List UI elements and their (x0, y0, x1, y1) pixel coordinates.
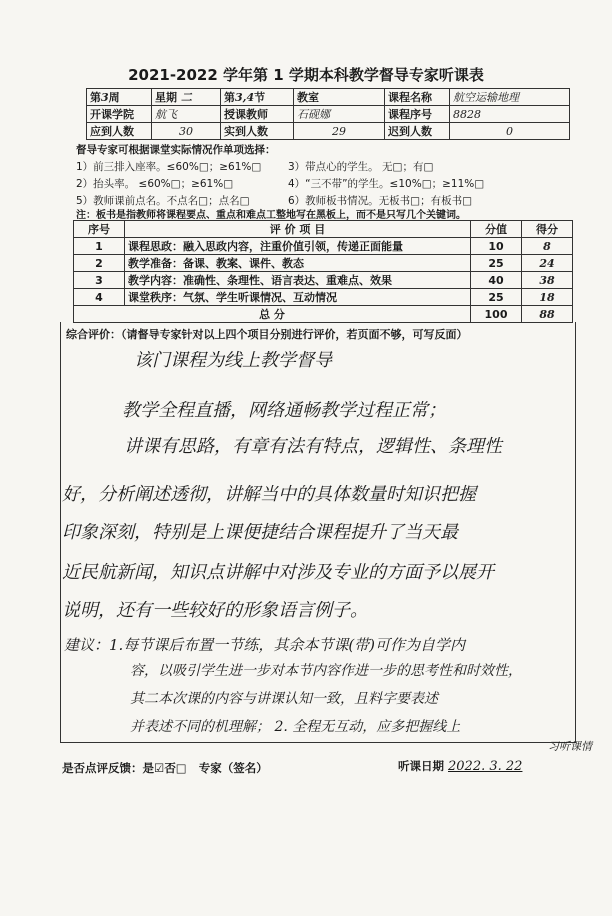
option-roll-call: 5）教师课前点名。不点名□；点名□ (76, 195, 250, 207)
comment-line: 其二本次课的内容与讲课认知一致，且料字要表述 (130, 691, 438, 707)
total-label: 总 分 (74, 306, 471, 323)
table-row (74, 289, 573, 306)
expected-value: 30 (152, 123, 221, 140)
college-value: 航飞 (152, 106, 221, 123)
row-score: 18 (522, 289, 573, 306)
feedback-no-option[interactable]: 否□ (164, 761, 187, 775)
actual-label: 实到人数 (221, 123, 294, 140)
feedback-yes-checkbox[interactable]: ☑ (154, 761, 165, 775)
row-max: 25 (471, 255, 522, 272)
row-max: 25 (471, 289, 522, 306)
period-cell: 第3,4节 (221, 89, 294, 106)
evaluation-table (73, 220, 573, 323)
option-front-rows: 1）前三排入座率。≤60%□；≥61%□ (76, 161, 262, 173)
comment-line: 教学全程直播，网络通畅教学过程正常； (122, 400, 446, 421)
course-no-label: 课程序号 (385, 106, 450, 123)
total-score: 88 (522, 306, 573, 323)
late-label: 迟到人数 (385, 123, 450, 140)
date-field (398, 758, 522, 774)
row-score: 24 (522, 255, 573, 272)
teacher-label: 授课教师 (221, 106, 294, 123)
course-name-value: 航空运输地理 (450, 89, 570, 106)
weekday-cell: 星期 二 (152, 89, 221, 106)
table-row (74, 255, 573, 272)
row-item: 教学准备：备课、教案、课件、教态 (125, 255, 471, 272)
comment-line: 讲课有思路，有章有法有特点，逻辑性、条理性 (124, 436, 502, 457)
row-no: 1 (74, 238, 125, 255)
comment-line: 建议：1.每节课后布置一节练，其余本节课(带)可作为自学内 (64, 636, 466, 654)
teacher-value: 石砚娜 (294, 106, 385, 123)
header-item: 评 价 项 目 (125, 221, 471, 238)
classroom-label: 教室 (294, 89, 385, 106)
table-row (74, 238, 573, 255)
row-score: 38 (522, 272, 573, 289)
expected-label: 应到人数 (87, 123, 152, 140)
option-blackboard: 6）教师板书情况。无板书□；有板书□ (288, 195, 473, 207)
header-max: 分值 (471, 221, 522, 238)
row-max: 10 (471, 238, 522, 255)
row-score: 8 (522, 238, 573, 255)
comment-line: 该门课程为线上教学督导 (134, 350, 332, 371)
comment-line: 印象深刻，特别是上课便捷结合课程提升了当天最 (62, 522, 458, 543)
row-item: 课程思政：融入思政内容，注重价值引领，传递正面能量 (125, 238, 471, 255)
course-info-table (86, 88, 570, 140)
row-max: 40 (471, 272, 522, 289)
comment-line: 并表述不同的机理解； 2. 全程无互动，应多把握线上 (130, 719, 461, 735)
row-item: 课堂秩序：气氛、学生听课情况、互动情况 (125, 289, 471, 306)
option-three-not-bring: 4）“三不带”的学生。≤10%□；≥11%□ (288, 178, 485, 190)
course-name-label: 课程名称 (385, 89, 450, 106)
table-row (74, 272, 573, 289)
row-no: 2 (74, 255, 125, 272)
week-cell: 第3周 (87, 89, 152, 106)
comment-line: 说明，还有一些较好的形象语言例子。 (62, 600, 368, 621)
comment-line: 容，以吸引学生进一步对本节内容作进一步的思考性和时效性， (130, 663, 522, 679)
comment-line: 好，分析阐述透彻，讲解当中的具体数量时知识把握 (62, 484, 476, 505)
feedback-label: 是否点评反馈：是 (62, 761, 154, 775)
actual-value: 29 (294, 123, 385, 140)
header-no: 序号 (74, 221, 125, 238)
college-label: 开课学院 (87, 106, 152, 123)
comment-label: 综合评价：（请督导专家针对以上四个项目分别进行评价，若页面不够，可写反面） (66, 328, 468, 341)
form-title: 2021-2022 学年第 1 学期本科教学督导专家听课表 (128, 66, 484, 84)
options-intro: 督导专家可根据课堂实际情况作单项选择： (76, 144, 276, 156)
total-row (74, 306, 573, 323)
option-snacks: 3）带点心的学生。 无□；有□ (288, 161, 434, 173)
observation-options (76, 142, 576, 210)
expert-signature-label: 专家（签名） (198, 761, 268, 775)
row-no: 4 (74, 289, 125, 306)
row-no: 3 (74, 272, 125, 289)
date-label: 听课日期 (398, 759, 444, 773)
feedback-field (62, 760, 268, 776)
date-value: 2022. 3. 22 (448, 759, 523, 774)
course-no-value: 8828 (450, 106, 570, 123)
header-score: 得分 (522, 221, 573, 238)
blackboard-note: 注：板书是指教师将课程要点、重点和难点工整地写在黑板上，而不是只写几个关键词。 (76, 210, 466, 221)
late-value: 0 (450, 123, 570, 140)
row-item: 教学内容：准确性、条理性、语言表达、重难点、效果 (125, 272, 471, 289)
comment-line: 近民航新闻，知识点讲解中对涉及专业的方面予以展开 (62, 562, 494, 583)
comment-line: 习听课情 (548, 740, 592, 753)
total-max: 100 (471, 306, 522, 323)
option-head-up-rate: 2）抬头率。 ≤60%□；≥61%□ (76, 178, 234, 190)
